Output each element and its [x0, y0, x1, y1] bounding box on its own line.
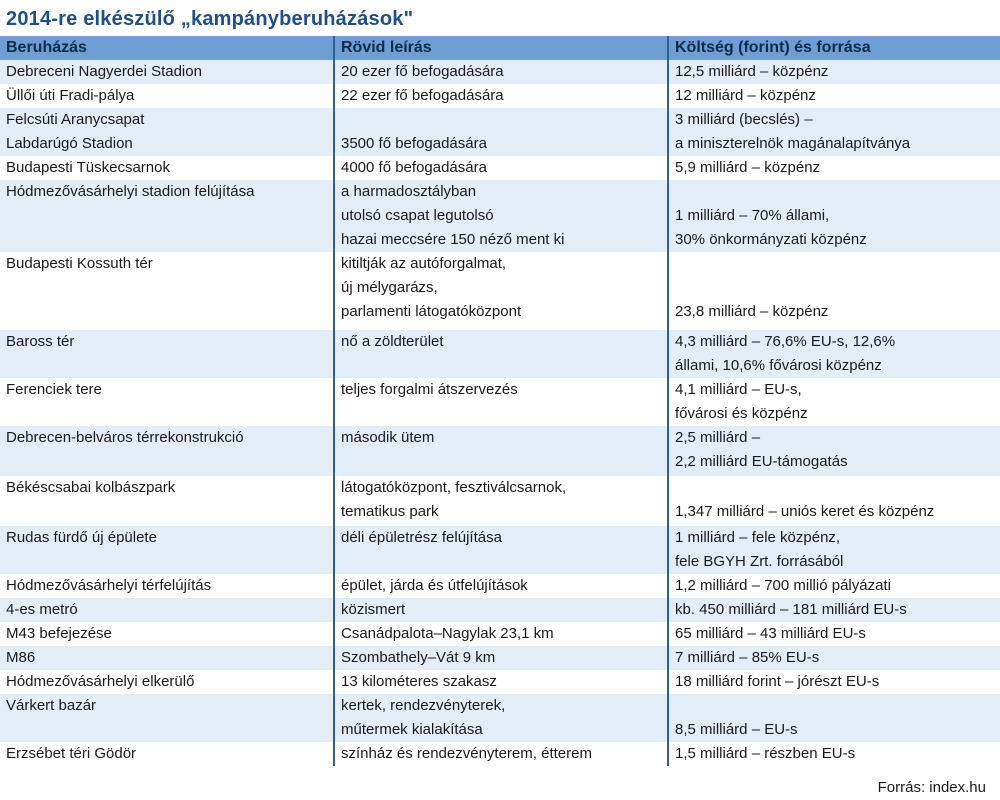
- table-row: [0, 156, 1000, 180]
- table-row: [0, 694, 1000, 742]
- cell-line: 1 milliárd – 70% állami,: [675, 207, 830, 224]
- cell-line: tematikus park: [341, 503, 439, 520]
- table-row: [0, 84, 1000, 108]
- cell-line: fővárosi és közpénz: [675, 405, 808, 422]
- table-row: [0, 646, 1000, 670]
- table-row: [0, 330, 1000, 378]
- table-body: [0, 60, 1000, 766]
- table-row: [0, 670, 1000, 694]
- cell-line: látogatóközpont, fesztiválcsarnok,: [341, 479, 567, 496]
- description-cell: [334, 574, 668, 598]
- cell-line: második ütem: [341, 429, 435, 446]
- description-cell: [334, 108, 668, 156]
- cell-line: 30% önkormányzati közpénz: [675, 231, 867, 248]
- source-note: Forrás: index.hu: [877, 779, 986, 796]
- cell-line: 4000 fő befogadására: [341, 159, 487, 176]
- description-cell: [334, 84, 668, 108]
- description-cell: [334, 742, 668, 766]
- cost-cell: [668, 742, 1000, 766]
- cell-line: kb. 450 milliárd – 181 milliárd EU-s: [675, 601, 907, 618]
- description-cell: [334, 426, 668, 476]
- cell-line: Csanádpalota–Nagylak 23,1 km: [341, 625, 554, 642]
- cost-cell: [668, 622, 1000, 646]
- cost-cell: [668, 60, 1000, 84]
- cell-line: Debrecen-belváros térrekonstrukció: [6, 429, 244, 446]
- cost-cell: [668, 574, 1000, 598]
- cell-line: a miniszterelnök magánalapítványa: [675, 135, 911, 152]
- cell-line: parlamenti látogatóközpont: [341, 303, 522, 320]
- cell-line: 5,9 milliárd – közpénz: [675, 159, 821, 176]
- description-cell: [334, 60, 668, 84]
- cost-cell: [668, 694, 1000, 742]
- cell-line: 7 milliárd – 85% EU-s: [675, 649, 820, 666]
- cost-cell: [668, 526, 1000, 574]
- project-cell: [0, 670, 334, 694]
- cell-line: kertek, rendezvényterek,: [341, 697, 506, 714]
- cost-cell: [668, 598, 1000, 622]
- cell-line: [675, 276, 994, 300]
- table-row: [0, 526, 1000, 574]
- cell-line: hazai meccsére 150 néző ment ki: [341, 231, 565, 248]
- cell-line: Békéscsabai kolbászpark: [6, 479, 176, 496]
- cost-cell: [668, 252, 1000, 330]
- description-cell: [334, 180, 668, 252]
- project-cell: [0, 598, 334, 622]
- description-cell: [334, 330, 668, 378]
- cost-cell: [668, 156, 1000, 180]
- description-cell: [334, 378, 668, 426]
- cell-line: 13 kilométeres szakasz: [341, 673, 497, 690]
- cost-cell: [668, 330, 1000, 378]
- cell-line: műtermek kialakítása: [341, 721, 483, 738]
- header-project: Beruházás: [0, 36, 334, 60]
- table-row: [0, 108, 1000, 156]
- cell-line: 12,5 milliárd – közpénz: [675, 63, 829, 80]
- cell-line: 8,5 milliárd – EU-s: [675, 721, 798, 738]
- description-cell: [334, 598, 668, 622]
- description-cell: [334, 156, 668, 180]
- project-cell: [0, 476, 334, 526]
- table-row: [0, 60, 1000, 84]
- description-cell: [334, 670, 668, 694]
- cell-line: [341, 108, 661, 132]
- table-row: [0, 426, 1000, 476]
- cell-line: nő a zöldterület: [341, 333, 444, 350]
- cell-line: 20 ezer fő befogadására: [341, 63, 504, 80]
- project-cell: [0, 108, 334, 156]
- description-cell: [334, 622, 668, 646]
- cell-line: kitiltják az autóforgalmat,: [341, 255, 507, 272]
- cell-line: teljes forgalmi átszervezés: [341, 381, 518, 398]
- cell-line: 1 milliárd – fele közpénz,: [675, 529, 841, 546]
- cell-line: utolsó csapat legutolsó: [341, 207, 494, 224]
- table-row: [0, 252, 1000, 330]
- cell-line: Üllői úti Fradi-pálya: [6, 87, 135, 104]
- cost-cell: [668, 378, 1000, 426]
- cell-line: 18 milliárd forint – jórészt EU-s: [675, 673, 880, 690]
- description-cell: [334, 476, 668, 526]
- cost-cell: [668, 84, 1000, 108]
- cell-line: Várkert bazár: [6, 697, 97, 714]
- cell-line: épület, járda és útfelújítások: [341, 577, 528, 594]
- table-header: [0, 36, 1000, 60]
- cell-line: 2,5 milliárd –: [675, 429, 761, 446]
- cost-cell: [668, 108, 1000, 156]
- cell-line: 4,3 milliárd – 76,6% EU-s, 12,6%: [675, 333, 896, 350]
- header-description: Rövid leírás: [334, 36, 668, 60]
- cost-cell: [668, 476, 1000, 526]
- description-cell: [334, 646, 668, 670]
- cell-line: Budapesti Tüskecsarnok: [6, 159, 170, 176]
- cell-line: [675, 694, 994, 718]
- description-cell: [334, 694, 668, 742]
- cost-cell: [668, 180, 1000, 252]
- cell-line: 4,1 milliárd – EU-s,: [675, 381, 802, 398]
- project-cell: [0, 646, 334, 670]
- projects-table: [0, 36, 1000, 766]
- project-cell: [0, 426, 334, 476]
- cell-line: fele BGYH Zrt. forrásából: [675, 553, 844, 570]
- table-row: [0, 378, 1000, 426]
- cell-line: 3 milliárd (becslés) –: [675, 111, 813, 128]
- cell-line: Erzsébet téri Gödör: [6, 745, 137, 762]
- project-cell: [0, 156, 334, 180]
- project-cell: [0, 574, 334, 598]
- project-cell: [0, 694, 334, 742]
- table-row: [0, 742, 1000, 766]
- cell-line: új mélygarázs,: [341, 279, 438, 296]
- project-cell: [0, 622, 334, 646]
- cell-line: 3500 fő befogadására: [341, 135, 487, 152]
- project-cell: [0, 252, 334, 330]
- cell-line: 1,5 milliárd – részben EU-s: [675, 745, 856, 762]
- cell-line: M86: [6, 649, 36, 666]
- table-row: [0, 598, 1000, 622]
- table-row: [0, 574, 1000, 598]
- cell-line: Szombathely–Vát 9 km: [341, 649, 496, 666]
- cost-cell: [668, 646, 1000, 670]
- cell-line: Baross tér: [6, 333, 75, 350]
- project-cell: [0, 84, 334, 108]
- cell-line: 22 ezer fő befogadására: [341, 87, 504, 104]
- cell-line: a harmadosztályban: [341, 183, 477, 200]
- cell-line: [675, 180, 994, 204]
- cell-line: közismert: [341, 601, 406, 618]
- project-cell: [0, 526, 334, 574]
- project-cell: [0, 742, 334, 766]
- page-title: 2014-re elkészülő „kampányberuházások": [6, 8, 414, 30]
- cell-line: állami, 10,6% fővárosi közpénz: [675, 357, 882, 374]
- project-cell: [0, 330, 334, 378]
- project-cell: [0, 378, 334, 426]
- cell-line: 1,2 milliárd – 700 millió pályázati: [675, 577, 891, 594]
- cell-line: Budapesti Kossuth tér: [6, 255, 153, 272]
- header-row: [0, 36, 1000, 60]
- cell-line: Hódmezővásárhelyi elkerülő: [6, 673, 195, 690]
- cell-line: Labdarúgó Stadion: [6, 135, 133, 152]
- cost-cell: [668, 426, 1000, 476]
- description-cell: [334, 252, 668, 330]
- description-cell: [334, 526, 668, 574]
- cell-line: 23,8 milliárd – közpénz: [675, 303, 829, 320]
- cell-line: [675, 476, 994, 500]
- cell-line: Ferenciek tere: [6, 381, 102, 398]
- cell-line: [675, 252, 994, 276]
- cell-line: Debreceni Nagyerdei Stadion: [6, 63, 202, 80]
- cell-line: Felcsúti Aranycsapat: [6, 111, 145, 128]
- table-row: [0, 180, 1000, 252]
- table-row: [0, 476, 1000, 526]
- cell-line: 1,347 milliárd – uniós keret és közpénz: [675, 503, 935, 520]
- cell-line: 65 milliárd – 43 milliárd EU-s: [675, 625, 866, 642]
- table-row: [0, 622, 1000, 646]
- cell-line: Hódmezővásárhelyi térfelújítás: [6, 577, 212, 594]
- cell-line: Hódmezővásárhelyi stadion felújítása: [6, 183, 255, 200]
- project-cell: [0, 60, 334, 84]
- cell-line: Rudas fürdő új épülete: [6, 529, 157, 546]
- project-cell: [0, 180, 334, 252]
- cell-line: 12 milliárd – közpénz: [675, 87, 816, 104]
- cell-line: 4-es metró: [6, 601, 78, 618]
- cell-line: színház és rendezvényterem, étterem: [341, 745, 592, 762]
- header-cost: Költség (forint) és forrása: [668, 36, 1000, 60]
- cell-line: 2,2 milliárd EU-támogatás: [675, 453, 848, 470]
- cell-line: déli épületrész felújítása: [341, 529, 502, 546]
- cell-line: M43 befejezése: [6, 625, 112, 642]
- cost-cell: [668, 670, 1000, 694]
